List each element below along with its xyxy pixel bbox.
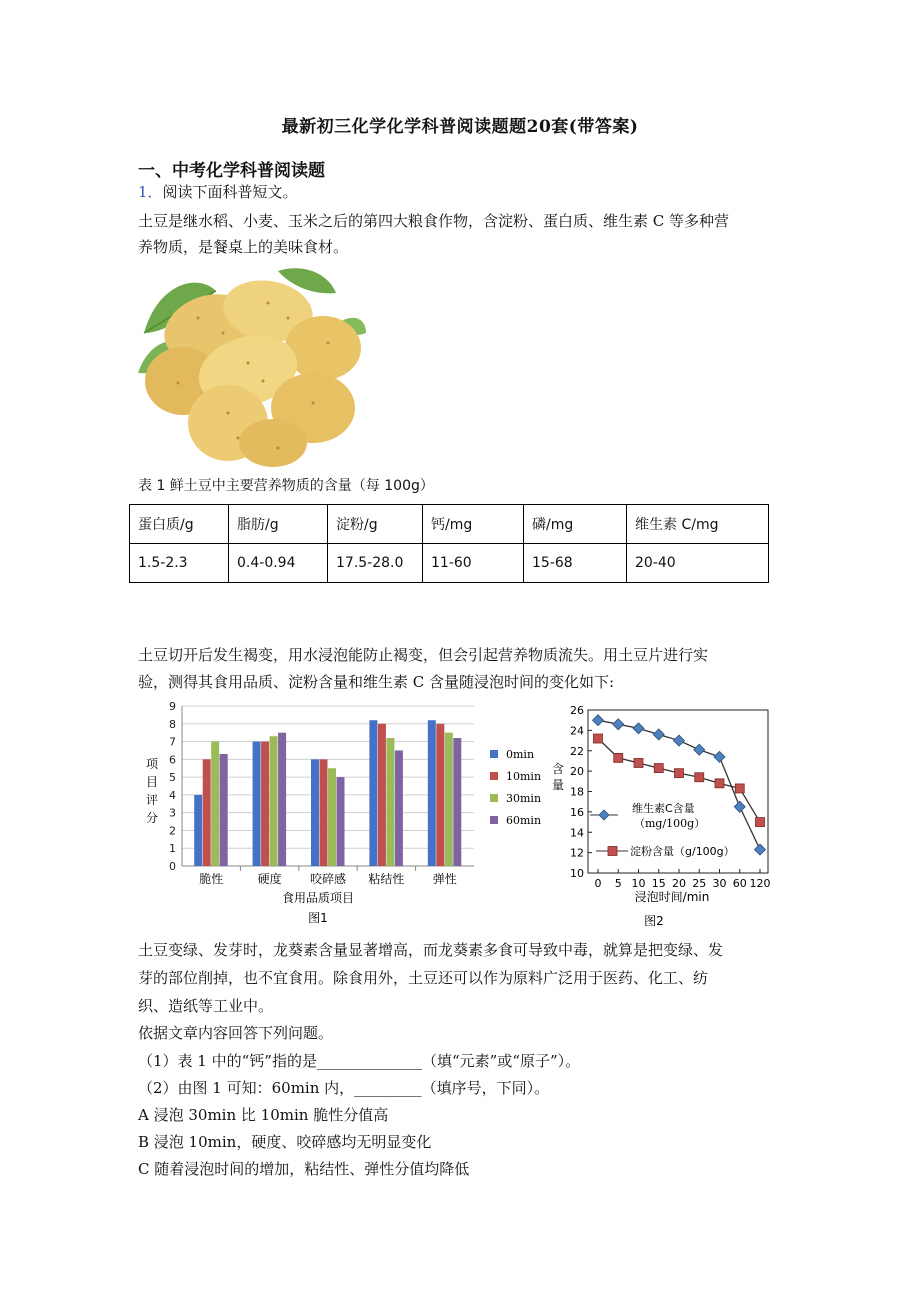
x-axis-label: 食用品质项目 xyxy=(281,891,355,905)
bar-60min xyxy=(395,750,403,866)
option-c: C 随着浸泡时间的增加，粘结性、弹性分值均降低 xyxy=(138,1160,470,1178)
y-tick-label: 3 xyxy=(169,806,176,820)
y-tick-label: 9 xyxy=(169,700,176,713)
legend-swatch xyxy=(490,772,498,780)
question-2 xyxy=(138,1074,549,1102)
bar-chart-figure-1 xyxy=(138,698,548,934)
question-1-blank: ______________ xyxy=(316,1052,422,1070)
paragraph-2-line-2: 验，测得其食用品质、淀粉含量和维生素 C 含量随浸泡时间的变化如下: xyxy=(138,673,615,691)
bar-10min xyxy=(261,742,269,866)
y-tick-label: 5 xyxy=(169,771,176,785)
legend-marker-starch xyxy=(608,847,617,856)
table-header-cell: 钙/mg xyxy=(423,505,524,544)
y-axis-label-char: 评 xyxy=(145,793,159,807)
table-row xyxy=(130,544,769,583)
question-intro-text: 阅读下面科普短文。 xyxy=(162,183,298,201)
table-cell: 1.5-2.3 xyxy=(130,544,229,583)
table-header-cell: 维生素 C/mg xyxy=(627,505,769,544)
bar-10min xyxy=(203,759,211,866)
y-tick-label: 14 xyxy=(570,826,584,840)
table-cell: 17.5-28.0 xyxy=(328,544,423,583)
question-2-text: （2）由图 1 可知：60min 内， xyxy=(138,1079,355,1097)
table-header-row xyxy=(130,505,769,544)
x-tick-label: 脆性 xyxy=(199,872,224,886)
y-tick-label: 1 xyxy=(169,842,176,856)
figure-caption: 图2 xyxy=(644,914,664,928)
page-title: 最新初三化学化学科普阅读题题20套(带答案) xyxy=(281,117,639,137)
x-tick-label: 15 xyxy=(651,877,666,890)
legend-swatch xyxy=(490,816,498,824)
paragraph-3-line-2: 芽的部位削掉，也不宜食用。除食用外，土豆还可以作为原料广泛用于医药、化工、纺 xyxy=(138,969,709,987)
data-point-starch xyxy=(594,734,603,743)
data-point-starch xyxy=(654,764,663,773)
legend-swatch xyxy=(490,750,498,758)
table-header-cell: 淀粉/g xyxy=(328,505,423,544)
bar-60min xyxy=(278,733,286,866)
bar-60min xyxy=(220,754,228,866)
x-tick-label: 25 xyxy=(692,877,707,890)
bar-60min xyxy=(453,738,461,866)
bar-30min xyxy=(211,742,219,866)
y-axis-label-char: 分 xyxy=(145,811,159,825)
x-tick-label: 硬度 xyxy=(257,872,282,886)
bar-30min xyxy=(445,733,453,866)
y-tick-label: 24 xyxy=(570,724,584,738)
bar-0min xyxy=(311,759,319,866)
y-axis-label-char: 含 xyxy=(551,762,565,776)
section-heading: 一、中考化学科普阅读题 xyxy=(138,161,325,181)
y-tick-label: 6 xyxy=(169,753,176,767)
bar-0min xyxy=(253,742,261,866)
table-cell: 11-60 xyxy=(423,544,524,583)
y-tick-label: 0 xyxy=(169,860,176,873)
data-point-starch xyxy=(735,784,744,793)
legend-label: 10min xyxy=(506,770,542,783)
y-tick-label: 20 xyxy=(570,765,584,779)
paragraph-4: 依据文章内容回答下列问题。 xyxy=(138,1024,334,1042)
bar-0min xyxy=(369,720,377,866)
bar-10min xyxy=(378,724,386,866)
question-1-hint: （填“元素”或“原子”）。 xyxy=(421,1052,581,1070)
y-tick-label: 12 xyxy=(570,846,584,860)
legend-label: 60min xyxy=(506,814,542,827)
y-tick-label: 22 xyxy=(570,744,584,758)
x-tick-label: 粘结性 xyxy=(368,872,405,886)
bar-30min xyxy=(270,736,278,866)
data-point-starch xyxy=(614,753,623,762)
question-1-text: （1）表 1 中的“钙”指的是 xyxy=(138,1052,317,1070)
bar-10min xyxy=(436,724,444,866)
paragraph-3-line-1: 土豆变绿、发芽时，龙葵素含量显著增高，而龙葵素多食可导致中毒，就算是把变绿、发 xyxy=(138,941,724,959)
table-header-cell: 脂肪/g xyxy=(229,505,328,544)
x-tick-label: 弹性 xyxy=(432,872,457,886)
x-tick-label: 20 xyxy=(672,877,686,890)
option-b: B 浸泡 10min，硬度、咬碎感均无明显变化 xyxy=(138,1133,432,1151)
y-tick-label: 8 xyxy=(169,717,176,731)
y-tick-label: 4 xyxy=(169,788,176,802)
data-point-starch xyxy=(695,773,704,782)
paragraph-1-line-2: 养物质，是餐桌上的美味食材。 xyxy=(138,238,349,256)
y-tick-label: 10 xyxy=(570,867,584,880)
table-header-cell: 蛋白质/g xyxy=(130,505,229,544)
nutrition-table xyxy=(129,504,769,583)
y-tick-label: 18 xyxy=(570,785,584,799)
figure-caption: 图1 xyxy=(308,911,328,925)
y-axis-label-char: 目 xyxy=(145,775,159,789)
legend-swatch xyxy=(490,794,498,802)
question-1 xyxy=(138,1047,580,1075)
y-tick-label: 26 xyxy=(570,704,584,717)
x-tick-label: 0 xyxy=(594,877,602,890)
legend-label: 30min xyxy=(506,792,542,805)
y-axis-label-char: 项 xyxy=(145,757,159,771)
x-tick-label: 60 xyxy=(732,877,747,890)
data-point-starch xyxy=(634,758,643,767)
paragraph-3-line-3: 织、造纸等工业中。 xyxy=(138,997,274,1015)
data-point-starch xyxy=(756,818,765,827)
table-header-cell: 磷/mg xyxy=(524,505,627,544)
x-tick-label: 咬碎感 xyxy=(309,872,347,886)
y-tick-label: 7 xyxy=(169,735,176,749)
question-2-hint: （填序号，下同）。 xyxy=(421,1079,550,1097)
legend-label: 淀粉含量（g/100g） xyxy=(630,845,735,858)
paragraph-2-line-1: 土豆切开后发生褐变，用水浸泡能防止褐变，但会引起营养物质流失。用土豆片进行实 xyxy=(138,646,709,664)
x-tick-label: 120 xyxy=(749,877,771,890)
paragraph-1-line-1: 土豆是继水稻、小麦、玉米之后的第四大粮食作物，含淀粉、蛋白质、维生素 C 等多种营 xyxy=(138,212,730,230)
y-axis-label-char: 量 xyxy=(551,778,565,792)
bar-0min xyxy=(194,795,202,866)
bar-10min xyxy=(320,759,328,866)
question-number: 1． xyxy=(138,183,163,201)
bar-30min xyxy=(328,768,336,866)
table-caption: 表 1 鲜土豆中主要营养物质的含量（每 100g） xyxy=(138,478,434,494)
table-cell: 15-68 xyxy=(524,544,627,583)
legend-label-unit: （mg/100g） xyxy=(634,817,706,830)
x-axis-label: 浸泡时间/min xyxy=(634,890,710,904)
question-2-blank: _________ xyxy=(354,1079,422,1097)
bar-0min xyxy=(428,720,436,866)
x-tick-label: 10 xyxy=(631,877,646,890)
bar-30min xyxy=(386,738,394,866)
bar-60min xyxy=(337,777,345,866)
table-cell: 20-40 xyxy=(627,544,769,583)
data-point-starch xyxy=(715,779,724,788)
y-tick-label: 16 xyxy=(570,805,584,819)
data-point-starch xyxy=(675,769,684,778)
line-chart-figure-2 xyxy=(548,700,788,934)
x-tick-label: 30 xyxy=(712,877,727,890)
legend-label: 维生素C含量 xyxy=(632,802,695,815)
table-cell: 0.4-0.94 xyxy=(229,544,328,583)
x-tick-label: 5 xyxy=(614,877,622,890)
question-intro xyxy=(138,178,298,206)
y-tick-label: 2 xyxy=(169,824,176,838)
potato-image xyxy=(138,263,366,470)
legend-label: 0min xyxy=(506,748,535,761)
option-a: A 浸泡 30min 比 10min 脆性分值高 xyxy=(138,1106,389,1124)
